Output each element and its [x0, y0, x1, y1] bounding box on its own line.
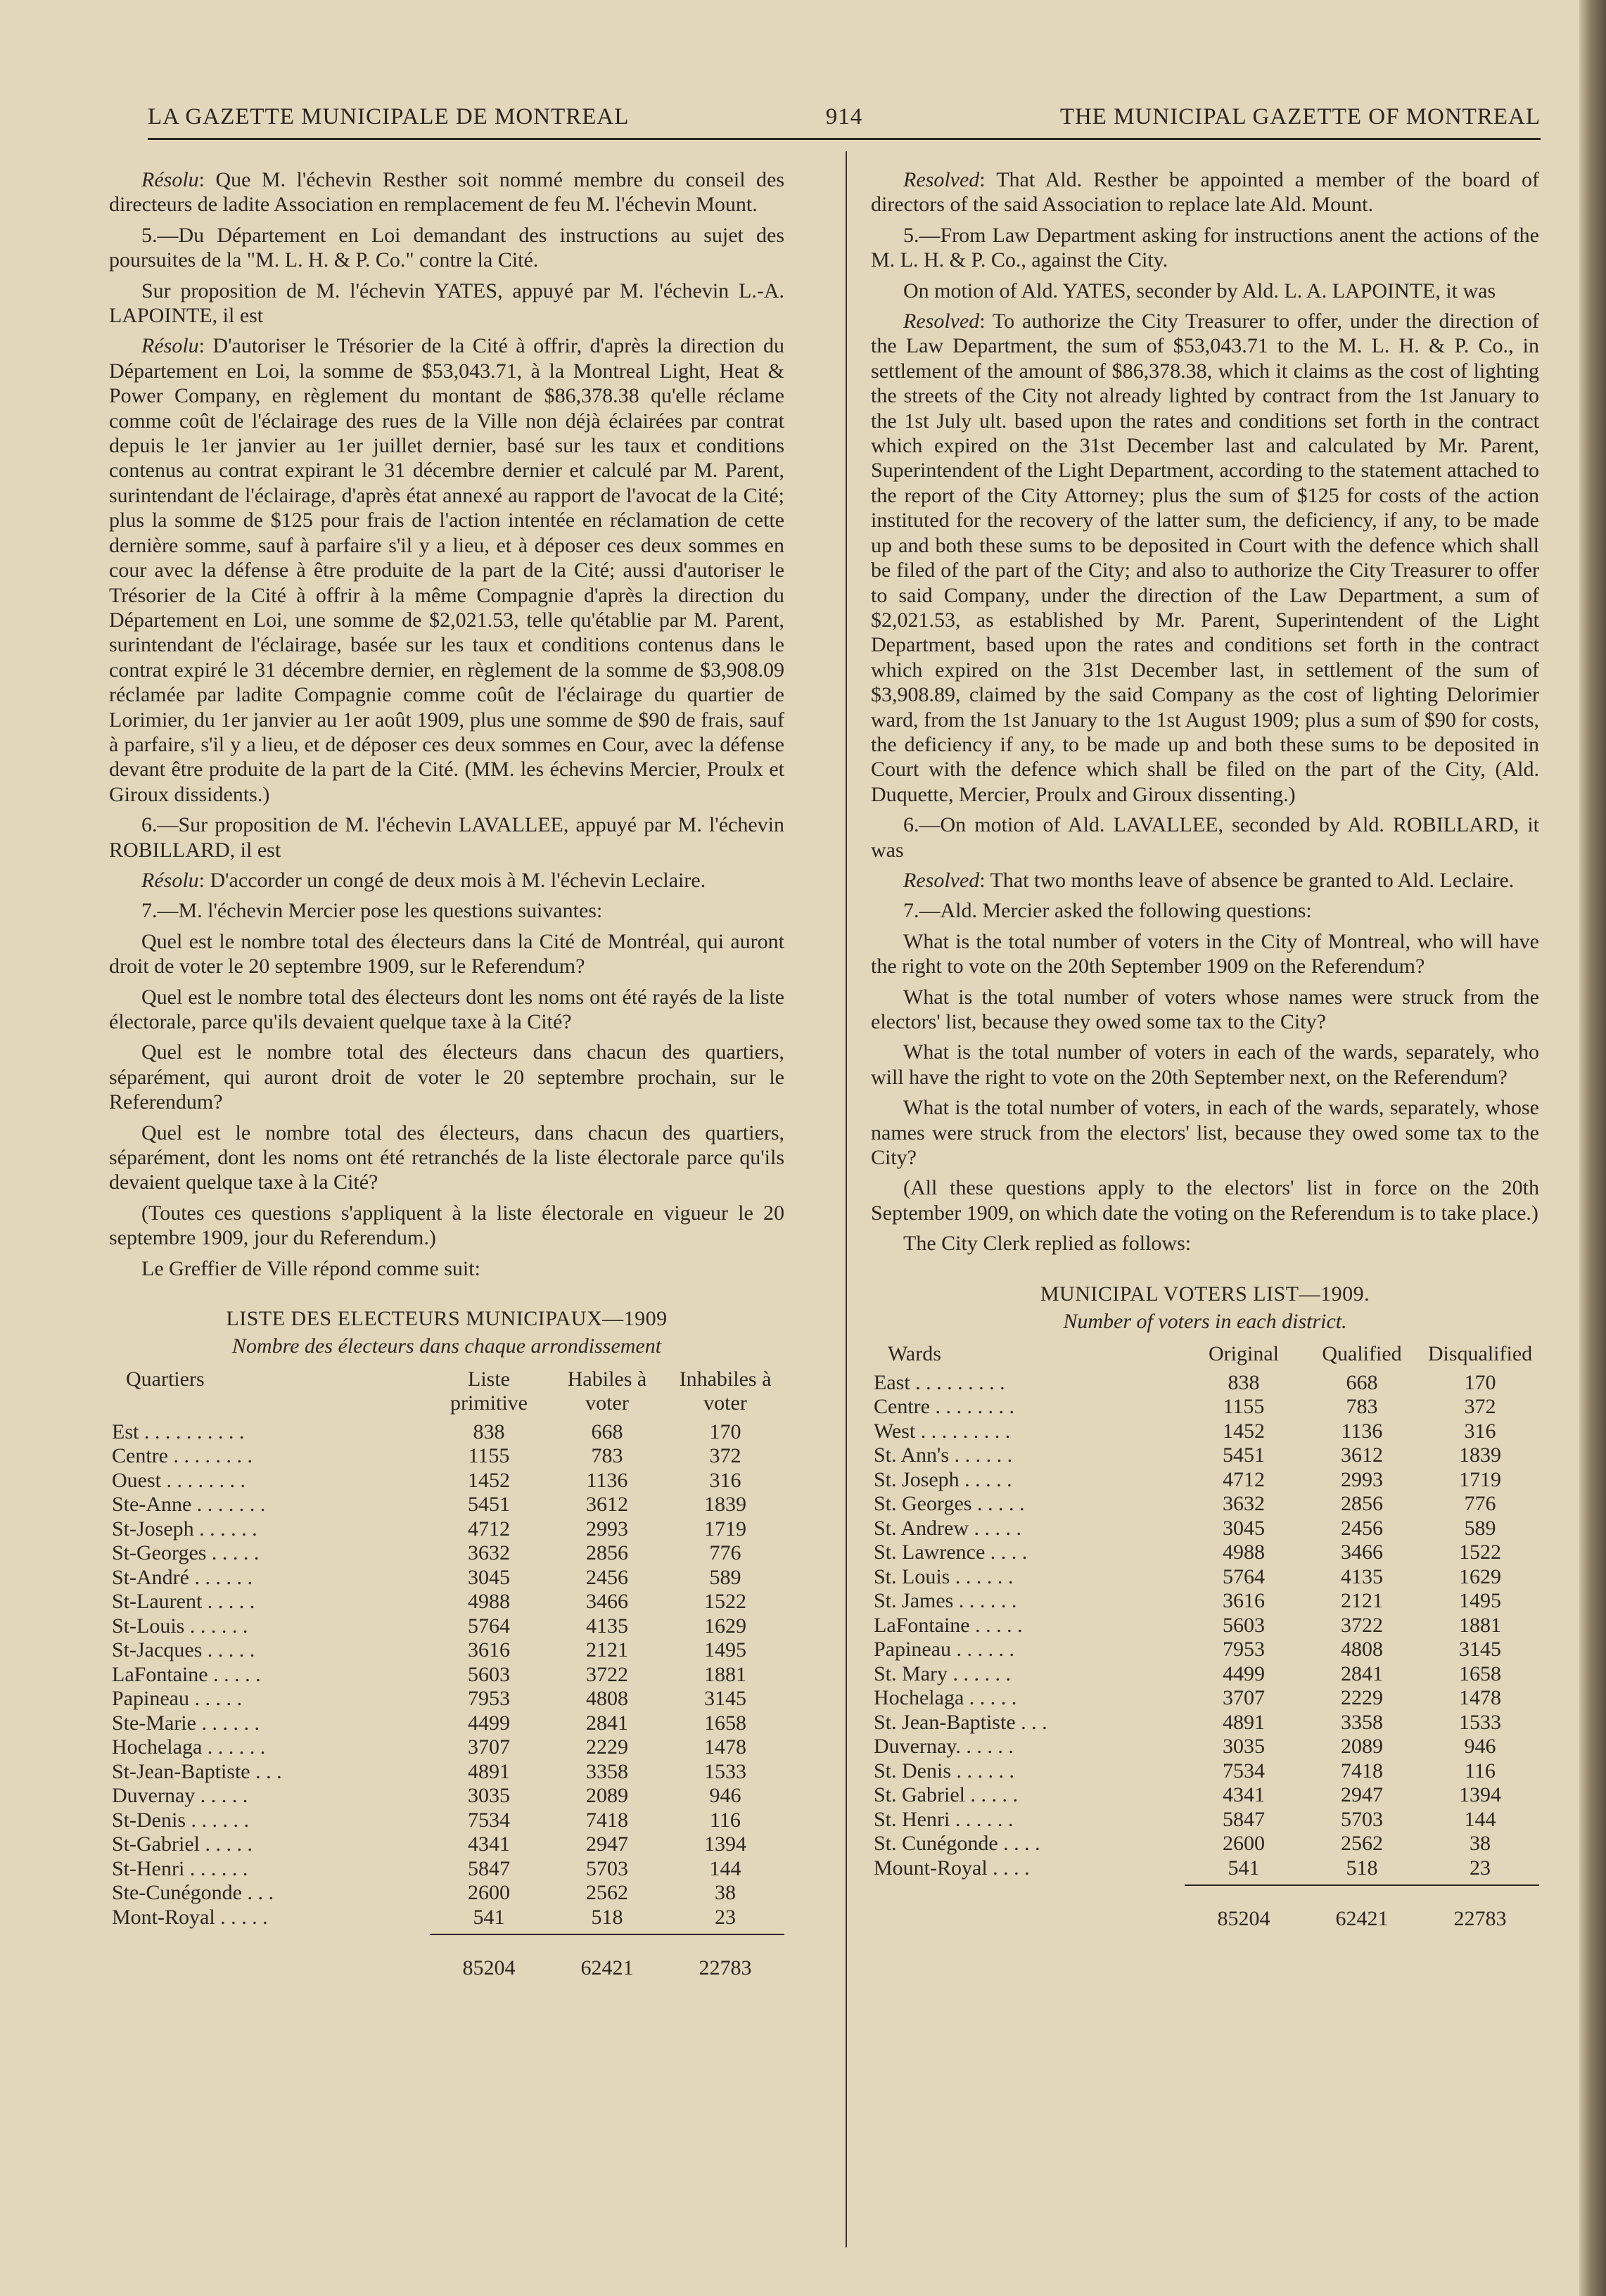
en-paragraph-5: 6.—On motion of Ald. LAVALLEE, seconded by Ald. ROBILLARD, it was — [871, 813, 1539, 862]
original-count: 2600 — [468, 1881, 510, 1905]
disqualified-count: 1881 — [704, 1662, 746, 1686]
qualified-count: 5703 — [586, 1856, 628, 1880]
original-count: 4988 — [1223, 1541, 1265, 1564]
original-count: 4341 — [468, 1832, 510, 1856]
table-row — [109, 1469, 784, 1493]
disqualified-count: 1533 — [1459, 1710, 1501, 1734]
disqualified-count: 1629 — [704, 1614, 746, 1638]
ward-name: St. Ann's . . . . . . — [874, 1443, 1013, 1467]
ward-name: St. Henri . . . . . . — [874, 1807, 1014, 1831]
en-paragraph-3: On motion of Ald. YATES, seconder by Ald. L. A. LAPOINTE, it was — [903, 279, 1496, 302]
qualified-count: 3358 — [586, 1759, 628, 1783]
fr-table-subtitle: Nombre des électeurs dans chaque arrondissement — [231, 1334, 662, 1358]
qualified-count: 2089 — [586, 1784, 628, 1808]
ward-name: St-Denis . . . . . . — [112, 1808, 249, 1832]
table-row — [109, 1784, 784, 1809]
ward-name: Ste-Cunégonde . . . — [112, 1881, 274, 1905]
qualified-count: 2089 — [1341, 1735, 1383, 1759]
table-row — [109, 1809, 784, 1833]
original-count: 4988 — [468, 1590, 510, 1614]
disqualified-count: 3145 — [704, 1687, 746, 1711]
en-paragraph-6: Resolved: That two months leave of absence be granted to Ald. Leclaire. — [903, 868, 1515, 892]
disqualified-count: 23 — [715, 1905, 736, 1929]
original-count: 4499 — [468, 1711, 510, 1735]
original-count: 5451 — [1223, 1443, 1265, 1467]
column-divider — [846, 151, 847, 2247]
table-row — [871, 1808, 1539, 1832]
disqualified-count: 776 — [1464, 1492, 1496, 1516]
table-row — [871, 1492, 1539, 1517]
disqualified-count: 946 — [1464, 1735, 1496, 1759]
table-row — [109, 1566, 784, 1590]
ward-name: Ouest . . . . . . . . — [112, 1468, 246, 1492]
original-count: 5847 — [468, 1856, 510, 1880]
original-count: 5603 — [468, 1662, 510, 1686]
qualified-count: 3358 — [1341, 1710, 1383, 1734]
table-row — [871, 1662, 1539, 1687]
header-title-fr: LA GAZETTE MUNICIPALE DE MONTREAL — [148, 104, 630, 129]
fr-paragraph-3: Sur proposition de M. l'échevin YATES, appuyé par M. l'échevin L.-A. LAPOINTE, il est — [109, 279, 784, 328]
ward-name: St. Jean-Baptiste . . . — [874, 1710, 1047, 1734]
page-header — [148, 104, 1541, 138]
original-count: 4891 — [1223, 1710, 1265, 1734]
total-rule — [109, 1930, 784, 1934]
original-count: 4499 — [1223, 1662, 1265, 1685]
fr-question-1: Quel est le nombre total des électeurs dans la Cité de Montréal, qui auront droit de voter le 20 septembre 1909, sur le Referendum? — [109, 929, 784, 978]
original-count: 3632 — [468, 1541, 510, 1565]
en-paragraph-1: Resolved: That Ald. Resther be appointed a member of the board of directors of the said Association to replace late Ald. Mount. — [871, 168, 1539, 217]
french-column — [109, 167, 784, 1981]
qualified-count: 3466 — [1341, 1541, 1383, 1564]
disqualified-count: 1495 — [1459, 1589, 1501, 1613]
table-row — [109, 1638, 784, 1663]
disqualified-count: 3145 — [1459, 1638, 1501, 1662]
table-row — [871, 1541, 1539, 1565]
table-row — [109, 1493, 784, 1517]
qualified-count: 3722 — [1341, 1613, 1383, 1637]
qualified-count: 2856 — [586, 1541, 628, 1565]
qualified-count: 518 — [1346, 1856, 1378, 1880]
disqualified-count: 1495 — [704, 1638, 746, 1662]
fr-question-3: Quel est le nombre total des électeurs dans chacun des quartiers, séparément, qui auront droit de voter le 20 septembre prochain, sur le Referendum? — [109, 1040, 784, 1114]
en-question-4: What is the total number of voters, in each of the wards, separately, whose names were struck from the electors' list, because they owed some tax to the City? — [871, 1096, 1539, 1170]
table-row — [871, 1686, 1539, 1711]
ward-name: Mont-Royal . . . . . — [112, 1905, 268, 1929]
disqualified-count: 589 — [709, 1565, 741, 1589]
qualified-count: 7418 — [586, 1808, 628, 1832]
disqualified-count: 1839 — [704, 1493, 746, 1517]
ward-name: Papineau . . . . . — [112, 1687, 242, 1711]
original-count: 7953 — [468, 1687, 510, 1711]
table-row — [871, 1759, 1539, 1784]
qualified-count: 1136 — [1341, 1419, 1383, 1443]
english-column — [871, 167, 1539, 1932]
table-row — [871, 1517, 1539, 1541]
qualified-count: 2121 — [1341, 1589, 1383, 1613]
qualified-count: 5703 — [1341, 1807, 1383, 1831]
table-row — [871, 1395, 1539, 1420]
original-count: 1452 — [1223, 1419, 1265, 1443]
original-count: 4712 — [1223, 1467, 1265, 1491]
original-count: 7534 — [468, 1808, 510, 1832]
en-table-subtitle: Number of voters in each district. — [1063, 1310, 1347, 1334]
qualified-count: 783 — [1346, 1395, 1378, 1419]
en-col-original: Original — [1209, 1342, 1279, 1366]
ward-name: Ste-Marie . . . . . . — [112, 1711, 260, 1735]
original-count: 3035 — [1223, 1735, 1265, 1759]
table-row — [109, 1832, 784, 1857]
header-rule — [148, 138, 1541, 140]
ward-name: St-Jean-Baptiste . . . — [112, 1759, 282, 1783]
fr-table-title: LISTE DES ELECTEURS MUNICIPAUX—1909 — [226, 1307, 668, 1331]
qualified-count: 2229 — [1341, 1686, 1383, 1710]
original-count: 4712 — [468, 1517, 510, 1541]
total-original: 85204 — [462, 1956, 516, 1980]
page-spine-shadow — [1579, 0, 1606, 2296]
total-disqualified: 22783 — [1453, 1907, 1507, 1931]
en-question-3: What is the total number of voters in each of the wards, separately, who will have the right to vote on the 20th September next, on the Referendum? — [871, 1040, 1539, 1089]
en-col-qualified: Qualified — [1322, 1342, 1402, 1366]
ward-name: St. James . . . . . . — [874, 1589, 1017, 1613]
qualified-count: 2562 — [586, 1881, 628, 1905]
fr-col-disqualified: Inhabiles à voter — [679, 1367, 772, 1415]
table-row — [109, 1444, 784, 1469]
table-row — [109, 1857, 784, 1882]
fr-voters-table — [109, 1367, 784, 1981]
original-count: 1155 — [1223, 1395, 1265, 1419]
table-row — [109, 1735, 784, 1760]
original-count: 5451 — [468, 1493, 510, 1517]
ward-name: St-Jacques . . . . . — [112, 1638, 255, 1662]
en-question-1: What is the total number of voters in the City of Montreal, who will have the right to vote on the 20th September 1909 on the Referendum? — [871, 929, 1539, 978]
fr-paragraph-1: Résolu: Que M. l'échevin Resther soit nommé membre du conseil des directeurs de ladite Association en remplacement de feu M. l'échevin Mount. — [109, 168, 784, 217]
ward-name: Centre . . . . . . . . — [874, 1395, 1014, 1419]
original-count: 541 — [473, 1905, 505, 1929]
original-count: 2600 — [1223, 1832, 1265, 1856]
ward-name: St. Gabriel . . . . . — [874, 1783, 1018, 1807]
disqualified-count: 116 — [710, 1808, 741, 1832]
original-count: 3035 — [468, 1784, 510, 1808]
disqualified-count: 372 — [1464, 1395, 1496, 1419]
total-qualified: 62421 — [580, 1956, 634, 1980]
qualified-count: 2456 — [586, 1565, 628, 1589]
table-row — [871, 1589, 1539, 1614]
ward-name: Duvernay . . . . . — [112, 1784, 248, 1808]
total-rule — [871, 1880, 1539, 1885]
original-count: 1452 — [468, 1468, 510, 1492]
disqualified-count: 1719 — [1459, 1467, 1501, 1491]
page-number: 914 — [825, 104, 863, 129]
disqualified-count: 1394 — [1459, 1783, 1501, 1807]
table-row — [109, 1711, 784, 1736]
original-count: 5603 — [1223, 1613, 1265, 1637]
disqualified-count: 1839 — [1459, 1443, 1501, 1467]
table-row — [871, 1468, 1539, 1493]
qualified-count: 2993 — [586, 1517, 628, 1541]
ward-name: Duvernay. . . . . . — [874, 1735, 1014, 1759]
ward-name: Hochelaga . . . . . . — [112, 1735, 266, 1759]
original-count: 7953 — [1223, 1638, 1265, 1662]
fr-table-body — [109, 1420, 784, 1981]
qualified-count: 2947 — [586, 1832, 628, 1856]
table-row — [109, 1614, 784, 1639]
table-row — [109, 1663, 784, 1688]
ward-name: Hochelaga . . . . . — [874, 1686, 1017, 1710]
original-count: 4891 — [468, 1759, 510, 1783]
disqualified-count: 1478 — [704, 1735, 746, 1759]
en-col-ward: Wards — [888, 1342, 941, 1366]
ward-name: St-Henri . . . . . . — [112, 1856, 248, 1880]
disqualified-count: 170 — [709, 1420, 741, 1443]
original-count: 7534 — [1223, 1759, 1265, 1782]
qualified-count: 2841 — [1341, 1662, 1383, 1685]
fr-col-original: Liste primitive — [450, 1367, 528, 1415]
ward-name: St-Joseph . . . . . . — [112, 1517, 257, 1541]
original-count: 3632 — [1223, 1492, 1265, 1516]
ward-name: St-Louis . . . . . . — [112, 1614, 248, 1638]
disqualified-count: 1522 — [1459, 1541, 1501, 1564]
qualified-count: 2993 — [1341, 1467, 1383, 1491]
en-paragraph-2: 5.—From Law Department asking for instructions anent the actions of the M. L. H. & P. Co., against the City. — [871, 223, 1539, 272]
table-row — [871, 1832, 1539, 1856]
disqualified-count: 1394 — [704, 1832, 746, 1856]
qualified-count: 4808 — [1341, 1638, 1383, 1662]
ward-name: St. Georges . . . . . — [874, 1492, 1025, 1516]
table-row — [109, 1881, 784, 1906]
fr-reply: Le Greffier de Ville répond comme suit: — [141, 1256, 480, 1280]
total-disqualified: 22783 — [699, 1956, 752, 1980]
table-row — [871, 1371, 1539, 1396]
disqualified-count: 144 — [1464, 1807, 1496, 1831]
qualified-count: 518 — [591, 1905, 623, 1929]
fr-question-2: Quel est le nombre total des électeurs dont les noms ont été rayés de la liste électorale, parce qu'ils devaient quelque taxe à la Cité? — [109, 985, 784, 1033]
qualified-count: 2456 — [1341, 1516, 1383, 1540]
ward-name: St. Denis . . . . . . — [874, 1759, 1015, 1782]
en-table-body — [871, 1371, 1539, 1932]
disqualified-count: 38 — [715, 1881, 736, 1905]
ward-name: St. Louis . . . . . . — [874, 1564, 1014, 1588]
ward-name: Centre . . . . . . . . — [112, 1444, 253, 1468]
original-count: 4341 — [1223, 1783, 1265, 1807]
original-count: 5764 — [1223, 1564, 1265, 1588]
qualified-count: 4135 — [586, 1614, 628, 1638]
header-title-en: THE MUNICIPAL GAZETTE OF MONTREAL — [1059, 104, 1541, 129]
qualified-count: 7418 — [1341, 1759, 1383, 1782]
table-row — [109, 1906, 784, 1930]
disqualified-count: 144 — [709, 1856, 741, 1880]
total-row — [109, 1934, 784, 1981]
table-row — [871, 1443, 1539, 1468]
total-qualified: 62421 — [1335, 1907, 1389, 1931]
disqualified-count: 776 — [709, 1541, 741, 1565]
ward-name: St-Gabriel . . . . . — [112, 1832, 253, 1856]
disqualified-count: 316 — [1464, 1419, 1496, 1443]
disqualified-count: 23 — [1470, 1856, 1491, 1880]
qualified-count: 2841 — [586, 1711, 628, 1735]
disqualified-count: 1629 — [1459, 1564, 1501, 1588]
ward-name: St. Cunégonde . . . . — [874, 1832, 1040, 1856]
ward-name: East . . . . . . . . . — [874, 1370, 1005, 1394]
total-original: 85204 — [1217, 1907, 1270, 1931]
ward-name: Mount-Royal . . . . — [874, 1856, 1030, 1880]
fr-paragraph-4: Résolu: D'autoriser le Trésorier de la Cité à offrir, d'après la direction du Département en Loi, la somme de $53,043.71, à la Montreal Light, Heat & Power Company, en règlement du montant de $86,378.38 qu'elle réclame comme coût de l'éclairage des rues de la Ville non déjà éclairées par contrat depuis le 1er janvier au 1er juillet dernier, basé sur les taux et conditions contenus au contrat expirant le 31 décembre dernier et calculé par M. Parent, surintendant de l'éclairage, d'après état annexé au rapport de l'avocat de la Cité; plus la somme de $125 pour frais de l'action intentée en réclamation de cette dernière somme, sauf à parfaire s'il y a lieu, et à déposer ces deux sommes en cour avec la défense à être produite de la part de la Cité; aussi d'autoriser le Trésorier de la Cité à offrir à la même Compagnie d'après la direction du Département en Loi, une somme de $2,021.53, telle qu'établie par M. Parent, surintendant de l'éclairage, basée sur les taux et conditions contenus dans le contrat expiré le 31 décembre dernier, en règlement de la somme de $3,908.09 réclamée par ladite Compagnie comme coût de l'éclairage du quartier de Lorimier, du 1er janvier au 1er août 1909, plus une somme de $90 de frais, sauf à parfaire, s'il y a lieu, et de déposer ces deux sommes en Cour, avec la défense devant être produite de la part de la Cité. (MM. les échevins Mercier, Proulx et Giroux dissidents.) — [109, 334, 784, 806]
disqualified-count: 1533 — [704, 1759, 746, 1783]
ward-name: Papineau . . . . . . — [874, 1638, 1014, 1662]
disqualified-count: 946 — [709, 1784, 741, 1808]
ward-name: St. Mary . . . . . . — [874, 1662, 1011, 1685]
qualified-count: 2121 — [586, 1638, 628, 1662]
ward-name: St. Andrew . . . . . — [874, 1516, 1021, 1540]
fr-paragraph-2: 5.—Du Département en Loi demandant des instructions au sujet des poursuites de la "M. L. H. & P. Co." contre la Cité. — [109, 223, 784, 272]
fr-paragraph-7: 7.—M. l'échevin Mercier pose les questions suivantes: — [141, 899, 603, 923]
disqualified-count: 1719 — [704, 1517, 746, 1541]
table-row — [871, 1614, 1539, 1638]
ward-name: St-Laurent . . . . . — [112, 1590, 255, 1614]
en-voters-table — [871, 1342, 1539, 1932]
ward-name: St-Georges . . . . . — [112, 1541, 260, 1565]
table-row — [109, 1541, 784, 1566]
qualified-count: 2562 — [1341, 1832, 1383, 1856]
fr-col-qualified: Habiles à voter — [567, 1367, 647, 1415]
en-col-disqualified: Disqualified — [1427, 1342, 1533, 1366]
original-count: 3707 — [1223, 1686, 1265, 1710]
table-row — [871, 1711, 1539, 1735]
table-row — [109, 1687, 784, 1711]
fr-question-note: (Toutes ces questions s'appliquent à la liste électorale en vigueur le 20 septembre 1909, jour du Referendum.) — [109, 1201, 784, 1250]
en-question-2: What is the total number of voters whose names were struck from the electors' list, because they owed some tax to the City? — [871, 985, 1539, 1033]
table-row — [871, 1783, 1539, 1808]
original-count: 541 — [1228, 1856, 1260, 1880]
fr-paragraph-5: 6.—Sur proposition de M. l'échevin LAVALLEE, appuyé par M. l'échevin ROBILLARD, il est — [109, 813, 784, 862]
ward-name: LaFontaine . . . . . — [874, 1613, 1023, 1637]
ward-name: LaFontaine . . . . . — [112, 1662, 261, 1686]
qualified-count: 4135 — [1341, 1564, 1383, 1588]
qualified-count: 668 — [1346, 1370, 1378, 1394]
table-row — [109, 1517, 784, 1542]
ward-name: St. Joseph . . . . . — [874, 1467, 1012, 1491]
disqualified-count: 316 — [709, 1468, 741, 1492]
qualified-count: 783 — [591, 1444, 623, 1468]
original-count: 838 — [1228, 1370, 1260, 1394]
disqualified-count: 1881 — [1459, 1613, 1501, 1637]
table-row — [871, 1565, 1539, 1590]
original-count: 3045 — [468, 1565, 510, 1589]
total-row — [871, 1885, 1539, 1932]
qualified-count: 3466 — [586, 1590, 628, 1614]
disqualified-count: 38 — [1470, 1832, 1491, 1856]
original-count: 3707 — [468, 1735, 510, 1759]
fr-col-ward: Quartiers — [126, 1367, 205, 1391]
fr-paragraph-6: Résolu: D'accorder un congé de deux mois à M. l'échevin Leclaire. — [141, 868, 706, 892]
original-count: 838 — [473, 1420, 505, 1443]
disqualified-count: 1658 — [704, 1711, 746, 1735]
original-count: 1155 — [468, 1444, 510, 1468]
ward-name: Est . . . . . . . . . . — [112, 1420, 245, 1443]
original-count: 3616 — [468, 1638, 510, 1662]
qualified-count: 3722 — [586, 1662, 628, 1686]
qualified-count: 2947 — [1341, 1783, 1383, 1807]
ward-name: St-André . . . . . . — [112, 1565, 253, 1589]
qualified-count: 3612 — [1341, 1443, 1383, 1467]
table-row — [109, 1590, 784, 1614]
en-table-title: MUNICIPAL VOTERS LIST—1909. — [1040, 1282, 1370, 1306]
en-paragraph-4: Resolved: To authorize the City Treasurer to offer, under the direction of the Law Department, the sum of $53,043.71 to the M. L. H. & P. Co., in settlement of the amount of $86,378.38, which it claims as the cost of lighting the streets of the City not already lighted by contract from the 1st January to the 1st July ult. based upon the rates and conditions set forth in the contract which expired on the 31st December last and calculated by Mr. Parent, Superintendent of the Light Department, according to the statement attached to the report of the City Attorney; plus the sum of $125 for costs of the action instituted for the recovery of the latter sum, the deficiency, if any, to be made up and both these sums to be deposited in Court with the defence which shall be filed of the part of the City; and also to authorize the City Treasurer to offer to said Company, under the direction of the Law Department, a sum of $2,021.53, as established by Mr. Parent, Superintendent of the Light Department, based upon the rates and conditions set forth in the contract which expired on the 31st December last, in settlement of the sum of $3,908.89, claimed by the said Company as the cost of lighting Delorimier ward, from the 1st January to the 1st August 1909; plus a sum of $90 for costs, the deficiency if any, to be made up and both these sums to be deposited in Court with the defence which shall be filed on the part of the City, (Ald. Duquette, Mercier, Proulx and Giroux dissenting.) — [871, 310, 1539, 806]
ward-name: West . . . . . . . . . — [874, 1419, 1011, 1443]
en-question-note: (All these questions apply to the electors' list in force on the 20th September 1909, on which date the voting on the Referendum is to take place.) — [871, 1176, 1539, 1225]
qualified-count: 1136 — [586, 1468, 628, 1492]
original-count: 5764 — [468, 1614, 510, 1638]
table-row — [871, 1856, 1539, 1881]
table-row — [871, 1735, 1539, 1759]
disqualified-count: 1658 — [1459, 1662, 1501, 1685]
disqualified-count: 1522 — [704, 1590, 746, 1614]
table-row — [109, 1420, 784, 1445]
table-row — [871, 1420, 1539, 1444]
ward-name: Ste-Anne . . . . . . . — [112, 1493, 266, 1517]
disqualified-count: 116 — [1465, 1759, 1496, 1782]
qualified-count: 3612 — [586, 1493, 628, 1517]
table-row — [871, 1638, 1539, 1662]
fr-question-4: Quel est le nombre total des électeurs, dans chacun des quartiers, séparément, dont les noms ont été retranchés de la liste électorale parce qu'ils devaient quelque taxe à la Cité? — [109, 1121, 784, 1194]
disqualified-count: 170 — [1464, 1370, 1496, 1394]
en-paragraph-7: 7.—Ald. Mercier asked the following questions: — [903, 899, 1312, 923]
disqualified-count: 372 — [709, 1444, 741, 1468]
qualified-count: 668 — [591, 1420, 623, 1443]
qualified-count: 4808 — [586, 1687, 628, 1711]
original-count: 3045 — [1223, 1516, 1265, 1540]
ward-name: St. Lawrence . . . . — [874, 1541, 1028, 1564]
disqualified-count: 589 — [1464, 1516, 1496, 1540]
original-count: 3616 — [1223, 1589, 1265, 1613]
en-reply: The City Clerk replied as follows: — [903, 1232, 1192, 1256]
qualified-count: 2856 — [1341, 1492, 1383, 1516]
disqualified-count: 1478 — [1459, 1686, 1501, 1710]
original-count: 5847 — [1223, 1807, 1265, 1831]
table-row — [109, 1760, 784, 1785]
qualified-count: 2229 — [586, 1735, 628, 1759]
